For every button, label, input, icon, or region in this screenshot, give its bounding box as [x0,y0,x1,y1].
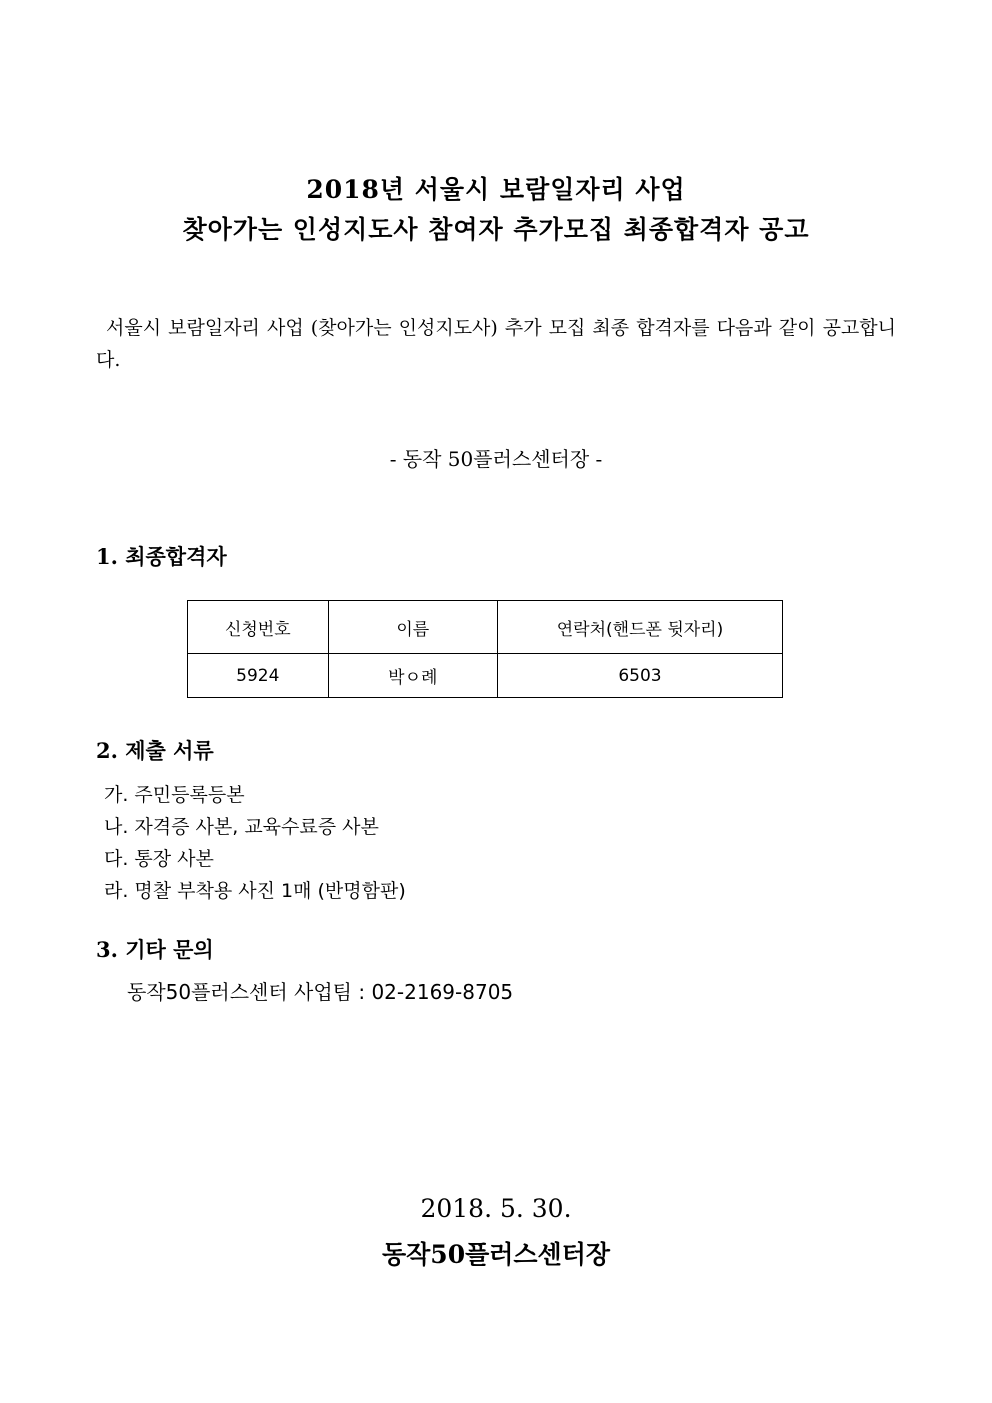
final-applicants-table [187,600,783,698]
signer: 동작50플러스센터장 [382,1240,610,1269]
document-title-line-1: 2018년 서울시 보람일자리 사업 [306,175,686,204]
organization-line: - 동작 50플러스센터장 - [389,447,603,471]
column-header-name: 이름 [328,601,497,654]
list-item: 다. 통장 사본 [104,848,214,870]
cell-application-number: 5924 [188,654,329,698]
list-item: 라. 명찰 부착용 사진 1매 (반명함판) [104,880,406,902]
cell-contact: 6503 [497,654,782,698]
table-row [188,654,783,698]
intro-text: 서울시 보람일자리 사업 (찾아가는 인성지도사) 추가 모집 최종 합격자를 다음과 같이 공고합니다. [96,317,896,371]
list-item: 가. 주민등록등본 [104,784,245,806]
document-title-line-2: 찾아가는 인성지도사 참여자 추가모집 최종합격자 공고 [182,215,810,244]
table-header-row [188,601,783,654]
cell-name: 박ㅇ례 [328,654,497,698]
section-heading-required-documents: 2. 제출 서류 [96,738,214,763]
list-item: 나. 자격증 사본, 교육수료증 사본 [104,816,379,838]
required-documents-list [104,779,406,907]
column-header-application-number: 신청번호 [188,601,329,654]
announcement-date: 2018. 5. 30. [420,1194,572,1223]
section-heading-inquiries: 3. 기타 문의 [96,937,214,962]
contact-info: 동작50플러스센터 사업팀 : 02-2169-8705 [127,980,514,1004]
intro-paragraph [96,312,896,376]
column-header-contact: 연락처(핸드폰 뒷자리) [497,601,782,654]
section-heading-final-applicants: 1. 최종합격자 [96,544,227,569]
